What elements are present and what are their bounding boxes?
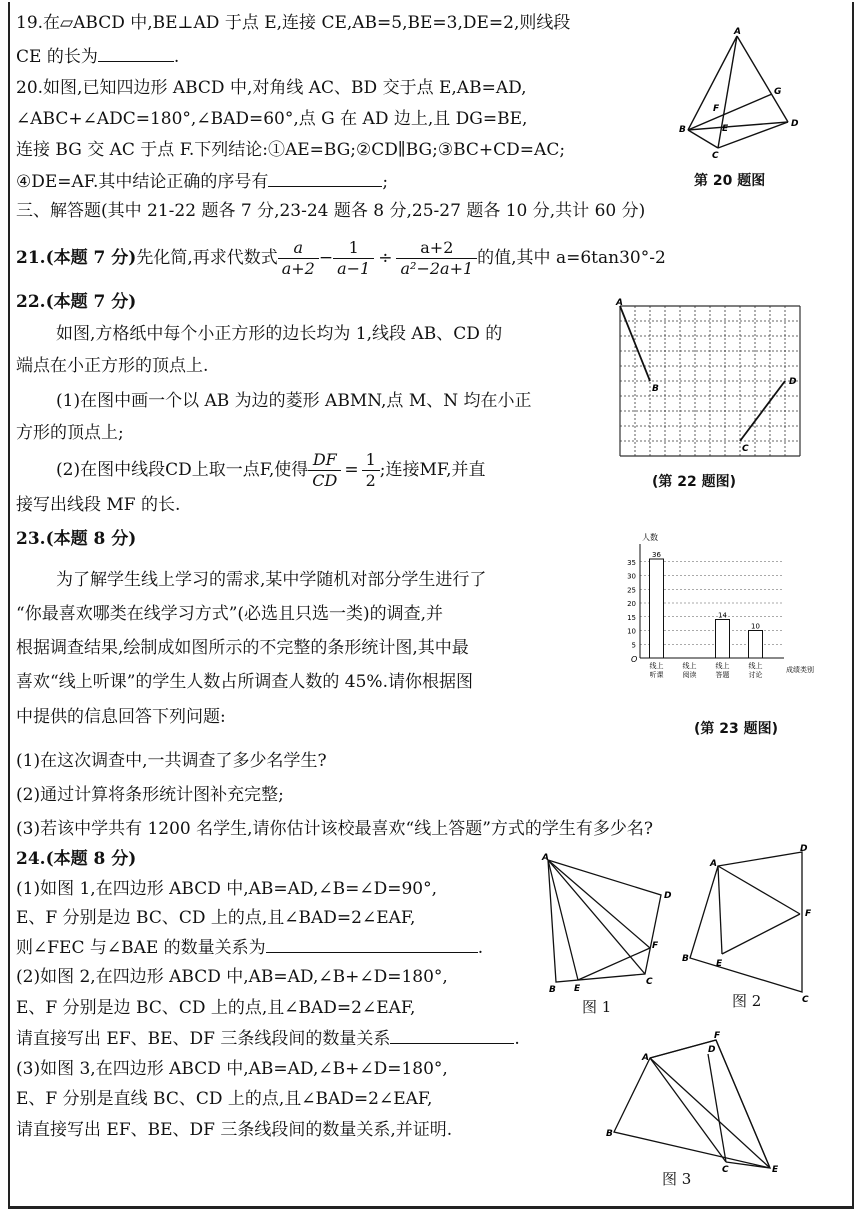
q24-l6 <box>16 1027 520 1050</box>
fig1-af <box>548 860 650 948</box>
fig1-ef <box>578 948 650 980</box>
q20-cd <box>718 122 788 148</box>
q21-f2-num: 1 <box>333 238 374 259</box>
fig1-label-b: B <box>549 985 556 995</box>
q22-fden: CD <box>312 470 338 490</box>
chart-ytick-label: 15 <box>627 613 636 622</box>
q22-p1a: 如图,方格纸中每个小正方形的边长均为 1,线段 AB、CD 的 <box>56 324 503 344</box>
chart-bar <box>716 620 730 659</box>
q24-l1: (1)如图 1,在四边形 ABCD 中,AB=AD,∠B=∠D=90°, <box>16 879 437 899</box>
q22-p3-text: (2)在图中线段CD上取一点F,使得 <box>56 460 309 480</box>
fig1-label-f: F <box>652 941 659 951</box>
q23-p4: 喜欢“线上听课”的学生人数占所调查人数的 45%.请你根据图 <box>16 672 473 692</box>
segment-ab <box>620 306 650 381</box>
fig2-af <box>718 866 800 914</box>
q24-l6-end: . <box>514 1029 520 1049</box>
q22-label-a: A <box>616 298 623 308</box>
chart-category-label: 讨论 <box>748 671 763 679</box>
q24-l5: E、F 分别是边 BC、CD 上的点,且∠BAD=2∠EAF, <box>16 998 416 1018</box>
chart-data-label: 36 <box>652 551 661 559</box>
chart-ytick-label: 5 <box>631 641 636 650</box>
q20-line2: ∠ABC+∠ADC=180°,∠BAD=60°,点 G 在 AD 边上,且 DG=BE, <box>16 109 528 129</box>
q24-l3-end: . <box>477 938 484 958</box>
q21-text-post: 的值,其中 a=6tan30°-2 <box>477 248 666 268</box>
fig3-label-b: B <box>606 1129 613 1139</box>
chart-ytick-label: 10 <box>627 627 636 636</box>
chart-category-label: 线上 <box>748 662 763 670</box>
q19-line2 <box>16 45 179 68</box>
fig3-label-c: C <box>722 1165 729 1175</box>
chart-ytick-label: 20 <box>627 600 636 608</box>
q24-figure-3 <box>604 1030 794 1175</box>
q22-rnum: 1 <box>362 450 380 471</box>
q24-figure-2 <box>680 842 820 1005</box>
q22-p2b: 方形的顶点上; <box>16 423 124 443</box>
chart-category-label: 线上 <box>649 662 664 670</box>
q21-line <box>16 236 666 280</box>
q20-figure <box>680 28 810 163</box>
chart-category-label: 听课 <box>649 671 664 679</box>
fig3-label-f: F <box>714 1031 721 1041</box>
q22-fnum: DF <box>308 450 341 471</box>
q21-f3-den: a²−2a+1 <box>400 258 474 278</box>
q22-p3-post: ;连接MF,并直 <box>379 460 486 480</box>
q19-line1: 19.在▱ABCD 中,BE⊥AD 于点 E,连接 CE,AB=5,BE=3,DE=2,则线段 <box>16 13 571 33</box>
q22-grid-figure <box>612 298 812 463</box>
chart-ytick-label: 30 <box>627 572 636 581</box>
section3-title: 三、解答题(其中 21-22 题各 7 分,23-24 题各 8 分,25-27 题各 10 分,共计 60 分) <box>16 201 646 221</box>
fig3-ac <box>650 1058 726 1162</box>
fig2-ef <box>722 914 800 954</box>
q23-s2: (2)通过计算将条形统计图补充完整; <box>16 785 284 805</box>
q21-divide: ÷ <box>378 248 393 268</box>
q22-caption: (第 22 题图) <box>652 474 737 490</box>
q23-bar-chart <box>618 528 818 698</box>
fig1-label-d: D <box>664 891 672 901</box>
fig3-ae <box>650 1058 770 1168</box>
q24-fig1-caption: 图 1 <box>582 998 612 1016</box>
q22-p1b: 端点在小正方形的顶点上. <box>16 356 209 376</box>
chart-category-label: 线上 <box>715 662 730 670</box>
q20-line3: 连接 BG 交 AC 于点 F.下列结论:①AE=BG;②CD∥BG;③BC+CD=AC; <box>16 140 566 160</box>
q24-l3-text: 则∠FEC 与∠BAE 的数量关系为 <box>16 938 266 958</box>
fig1-quad <box>548 860 661 982</box>
q24-fig2-caption: 图 2 <box>732 992 762 1010</box>
q22-label-b: B <box>652 384 659 394</box>
q24-l4: (2)如图 2,在四边形 ABCD 中,AB=AD,∠B+∠D=180°, <box>16 967 448 987</box>
q20-label-a: A <box>734 27 741 37</box>
fig3-label-e: E <box>772 1165 779 1175</box>
q22-p3b: 接写出线段 MF 的长. <box>16 495 181 515</box>
q24-l6-text: 请直接写出 EF、BE、DF 三条线段间的数量关系 <box>16 1029 391 1049</box>
fig2-label-e: E <box>716 959 723 969</box>
q20-line4-text: ④DE=AF.其中结论正确的序号有 <box>16 172 269 192</box>
q20-label-e: E <box>722 124 729 134</box>
chart-origin-label: O <box>631 655 638 664</box>
q23-p1: 为了解学生线上学习的需求,某中学随机对部分学生进行了 <box>56 570 487 590</box>
fig1-label-e: E <box>574 984 581 994</box>
chart-xlabel: 成绩类别 <box>786 666 814 674</box>
chart-category-label: 答题 <box>715 671 730 679</box>
q20-label-d: D <box>791 119 799 129</box>
q21-fraction-2 <box>333 238 374 279</box>
fig2-label-c: C <box>802 995 809 1005</box>
chart-data-label: 10 <box>751 622 760 631</box>
q23-caption: (第 23 题图) <box>694 721 779 737</box>
q24-figure-1 <box>538 850 688 1000</box>
q23-s3: (3)若该中学共有 1200 名学生,请你估计该校最喜欢“线上答题”方式的学生有多少名? <box>16 819 654 839</box>
q20-bc <box>688 130 718 148</box>
chart-ytick-label: 35 <box>627 558 636 567</box>
q24-answer-blank-2[interactable] <box>390 1027 514 1044</box>
q24-l2: E、F 分别是边 BC、CD 上的点,且∠BAD=2∠EAF, <box>16 908 416 928</box>
q21-f1-num: a <box>278 238 319 259</box>
q24-head: 24.(本题 8 分) <box>16 849 137 869</box>
q22-fraction-df-cd <box>308 450 341 491</box>
q22-eq: = <box>344 460 359 480</box>
q22-fraction-half <box>362 450 380 491</box>
q19-line2-text: CE 的长为 <box>16 47 98 67</box>
q20-line1: 20.如图,已知四边形 ABCD 中,对角线 AC、BD 交于点 E,AB=AD, <box>16 78 527 98</box>
q23-p5: 中提供的信息回答下列问题: <box>16 707 226 727</box>
q20-line4-end: ; <box>382 172 389 192</box>
q19-answer-blank[interactable] <box>98 45 174 62</box>
fig2-label-d: D <box>800 844 808 854</box>
q21-text-pre: 先化简,再求代数式 <box>136 248 278 268</box>
chart-ylabel: 人数 <box>642 533 658 542</box>
q24-l9: 请直接写出 EF、BE、DF 三条线段间的数量关系,并证明. <box>16 1120 453 1140</box>
fig3-af <box>650 1040 716 1058</box>
q22-label-c: C <box>742 444 749 454</box>
chart-category-label: 线上 <box>682 662 697 670</box>
q20-caption: 第 20 题图 <box>694 173 766 189</box>
q22-p3 <box>56 448 485 492</box>
q23-p3: 根据调查结果,绘制成如图所示的不完整的条形统计图,其中最 <box>16 638 469 658</box>
q24-l7: (3)如图 3,在四边形 ABCD 中,AB=AD,∠B+∠D=180°, <box>16 1059 448 1079</box>
q24-l8: E、F 分别是直线 BC、CD 上的点,且∠BAD=2∠EAF, <box>16 1089 433 1109</box>
q22-head: 22.(本题 7 分) <box>16 292 137 312</box>
q22-rden: 2 <box>365 470 376 490</box>
q20-label-g: G <box>774 87 782 97</box>
fig2-label-b: B <box>682 954 689 964</box>
fig3-dc <box>708 1054 726 1162</box>
q21-fraction-1 <box>278 238 319 279</box>
fig2-ae <box>718 866 722 954</box>
q23-p2: “你最喜欢哪类在线学习方式”(必选且只选一类)的调查,并 <box>16 604 444 624</box>
q24-fig3-caption: 图 3 <box>662 1170 692 1188</box>
q21-fraction-3 <box>396 238 477 279</box>
q21-minus: − <box>318 248 334 268</box>
chart-category-label: 阅读 <box>682 671 697 679</box>
q20-ad <box>737 36 788 122</box>
q22-p2a: (1)在图中画一个以 AB 为边的菱形 ABMN,点 M、N 均在小正 <box>56 391 532 411</box>
fig2-label-f: F <box>805 909 812 919</box>
q20-label-b: B <box>679 125 686 135</box>
q19-line2-end: . <box>173 47 180 67</box>
fig3-label-a: A <box>642 1053 649 1063</box>
q20-label-f: F <box>713 104 720 114</box>
q24-l3 <box>16 936 483 959</box>
q24-answer-blank-1[interactable] <box>266 936 478 953</box>
q20-line4 <box>16 170 388 193</box>
q23-head: 23.(本题 8 分) <box>16 529 137 549</box>
fig1-label-c: C <box>646 977 653 987</box>
q20-answer-blank[interactable] <box>268 170 382 187</box>
q20-label-c: C <box>712 151 719 161</box>
q21-head: 21.(本题 7 分) <box>16 248 137 268</box>
fig3-quad <box>614 1040 770 1168</box>
q21-f1-den: a+2 <box>281 258 315 278</box>
q21-f2-den: a−1 <box>337 258 371 278</box>
chart-bar <box>749 631 763 659</box>
fig3-label-d: D <box>708 1045 716 1055</box>
chart-data-label: 14 <box>718 611 727 620</box>
q21-f3-num: a+2 <box>396 238 477 259</box>
segment-cd <box>740 381 785 441</box>
chart-bar <box>650 559 664 658</box>
q23-s1: (1)在这次调查中,一共调查了多少名学生? <box>16 751 327 771</box>
chart-ytick-label: 25 <box>627 586 636 595</box>
fig1-label-a: A <box>542 853 549 863</box>
fig2-label-a: A <box>710 859 717 869</box>
q22-label-d: D <box>789 377 797 387</box>
